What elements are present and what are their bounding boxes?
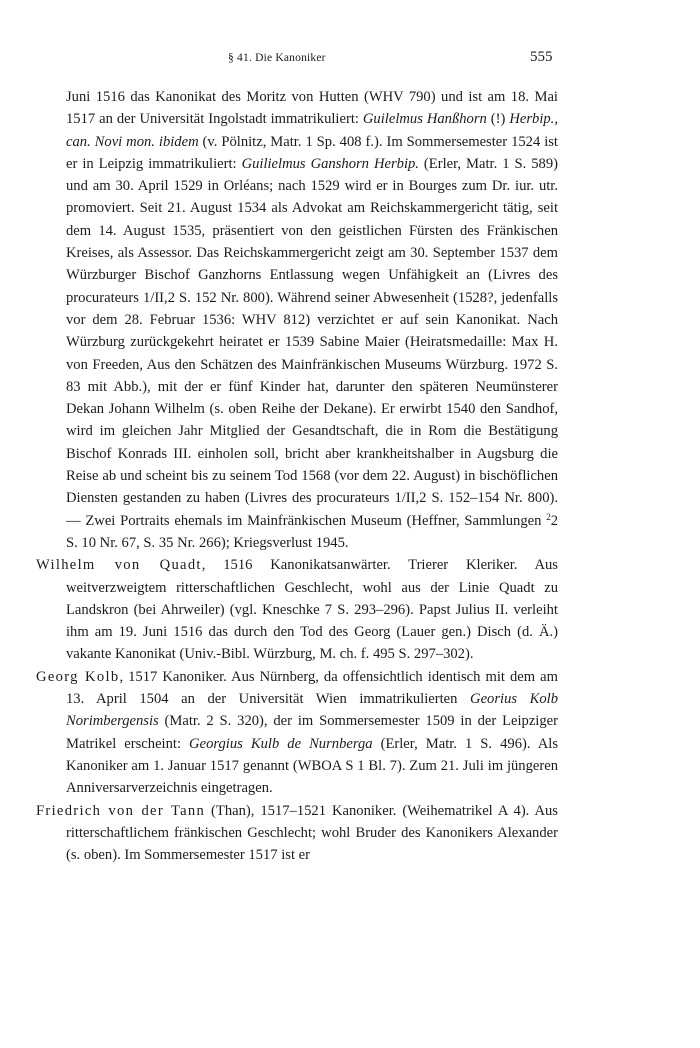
text-run: Juni 1516 das Kanonikat des Moritz von Hutten (WHV 790) und ist am 18. Mai 1517 an der Universität Ingolstadt immatrikuliert: <box>66 89 558 128</box>
body-text <box>36 86 558 866</box>
entry-name: Georg Kolb <box>36 668 120 685</box>
entry-friedrich-von-der-tann <box>36 800 558 867</box>
italic-citation: Guilelmus Hanßhorn <box>362 111 487 128</box>
text-run: (!) <box>486 111 510 128</box>
entry-wilhelm-von-quadt <box>36 554 558 665</box>
italic-citation: Herbip., can. Novi mon. ibidem <box>66 111 558 150</box>
text-run: , 1516 Kanonikatsanwärter. Trierer Kleriker. Aus weitverzweigtem ritterschaftlichen Geschlecht, wohl aus der Linie Quadt zu Landskron (bei Ahrweiler) (vgl. Kneschke 7 S. 293–296). Papst Julius II. verleiht ihm am 19. Juni 1516 das durch den Tod des Georg (Lauer gen.) Disch (d. Ä.) vakante Kanonikat (Univ.-Bibl. Würzburg, M. ch. f. 495 S. 297–302). <box>66 557 558 663</box>
entry-name: Friedrich von der Tann <box>36 802 206 819</box>
entry-georg-kolb <box>36 666 558 800</box>
running-title: § 41. Die Kanoniker <box>228 52 326 64</box>
text-run: (v. Pölnitz, Matr. 1 Sp. 408 f.). Im Sommersemester 1524 ist er in Leipzig immatrikuliert: <box>66 133 558 172</box>
text-run: , 1517 Kanoniker. Aus Nürnberg, da offensichtlich identisch mit dem am 13. April 1504 an der Universität Wien immatrikulierten <box>66 668 558 708</box>
text-run: (Matr. 2 S. 320), der im Sommersemester 1509 in der Leipziger Matrikel erscheint: <box>66 713 558 752</box>
italic-citation: Guilielmus Ganshorn Herbip. <box>241 155 419 172</box>
text-run: 2 S. 10 Nr. 67, S. 35 Nr. 266); Kriegsverlust 1945. <box>66 512 558 551</box>
entry-name: Wilhelm von Quadt <box>36 557 202 574</box>
italic-citation: Georius Kolb Norimbergensis <box>66 691 559 730</box>
page-number: 555 <box>530 49 553 65</box>
text-run: (Erler, Matr. 1 S. 589) und am 30. April 1529 in Orléans; nach 1529 wird er in Bourges zum Dr. iur. utr. promoviert. Seit 21. August 1534 als Advokat am Reichskammergericht tätig, seit dem 14. August 1535, präsentiert von den geistlichen Fürsten des Fränkischen Kreises, als Assessor. Das Reichskammergericht zeigt am 30. September 1537 dem Würzburger Bischof Ganzhorns Entlassung wegen Unfähigkeit an (Livres des procurateurs 1/II,2 S. 152 Nr. 800). Während seiner Abwesenheit (1528?, jedenfalls vor dem 28. Februar 1536: WHV 812) verzichtet er auf sein Kanonikat. Nach Würzburg zurückgekehrt heiratet er 1539 Sabine Maier (Heiratsmedaille: Max H. von Freeden, Aus den Schätzen des Mainfränkischen Museums Würzburg. 1972 S. 83 mit Abb.), mit der er fünf Kinder hat, darunter den späteren Neumünsterer Dekan Johann Wilhelm (s. oben Reihe der Dekane). Er erwirbt 1540 den Sandhof, wird im gleichen Jahr Mitglied der Gesandtschaft, die in Rom die Bestätigung Bischof Konrads III. einholen soll, bricht aber krankheitshalber in Augsburg die Reise ab und scheint bis zu seinem Tod 1568 (vor dem 22. August) in bischöflichen Diensten gestanden zu haben (Livres des procurateurs 1/II,2 S. 152–154 Nr. 800). — Zwei Portraits ehemals im Mainfränkischen Museum (Heffner, Sammlungen <box>66 155 558 529</box>
text-run: (Erler, Matr. 1 S. 496). Als Kanoniker am 1. Januar 1517 genannt (WBOA S 1 Bl. 7). Zum 21. Juli im jüngeren Anniversarverzeichnis eingetragen. <box>66 735 558 797</box>
italic-citation: Georgius Kulb de Nurnberga <box>189 735 373 752</box>
paragraph-ganzhorn-continued <box>36 86 558 554</box>
edition-superscript: 2 <box>546 511 551 522</box>
text-run: (Than), 1517–1521 Kanoniker. (Weihematrikel A 4). Aus ritterschaftlichem fränkischen Geschlecht; wohl Bruder des Kanonikers Alexander (s. oben). Im Sommersemester 1517 ist er <box>66 802 558 864</box>
